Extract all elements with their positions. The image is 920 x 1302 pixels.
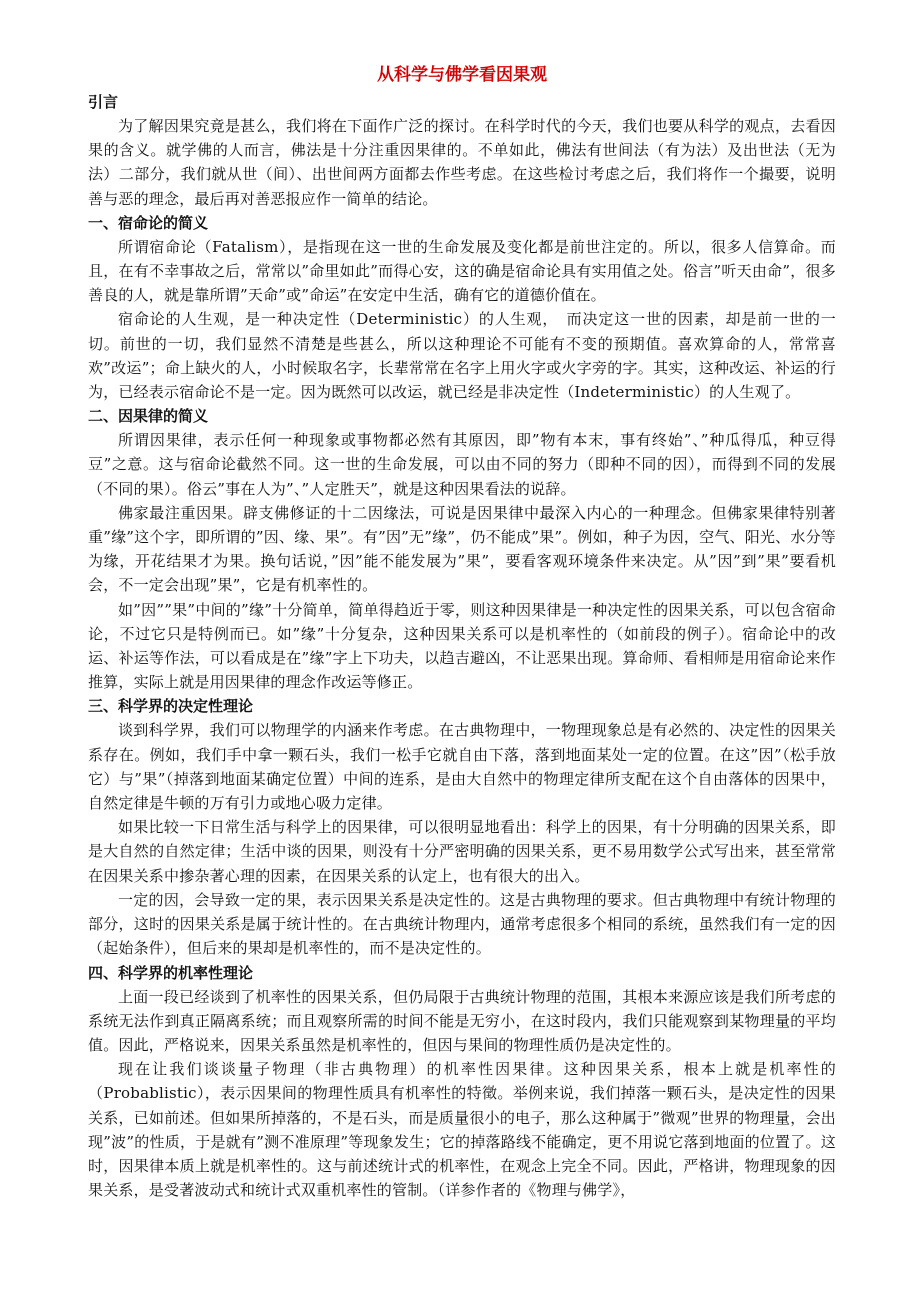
- paragraph: 现在让我们谈谈量子物理（非古典物理）的机率性因果律。这种因果关系，根本上就是机率性的（Probablistic），表示因果间的物理性质具有机率性的特徵。举例来说，我们掉落一颗石头，是决定性的因果关系，已如前述。但如果所掉落的，不是石头，而是质量很小的电子，那么这种属于”微观”世界的物理量，会出现”波”的性质，于是就有”测不准原理”等现象发生；它的掉落路线不能确定，更不用说它落到地面的位置了。这时，因果律本质上就是机率性的。这与前述统计式的机率性，在观念上完全不同。因此，严格讲，物理现象的因果关系，是受著波动式和统计式双重机率性的管制。（详参作者的《物理与佛学》，: [88, 1060, 836, 1200]
- section-heading: 三、科学界的决定性理论: [88, 697, 254, 716]
- section-4: [88, 694, 836, 960]
- section-1: [88, 90, 836, 211]
- paragraph: 所谓宿命论（Fatalism），是指现在这一世的生命发展及变化都是前世注定的。所以，很多人信算命。而且，在有不幸事故之后，常常以”命里如此”而得心安，这的确是宿命论具有实用值之处。俗言”听天由命”，很多善良的人，就是靠所谓”天命”或”命运”在安定中生活，确有它的道德价值在。: [88, 237, 836, 305]
- paragraph: 如果比较一下日常生活与科学上的因果律，可以很明显地看出：科学上的因果，有十分明确的因果关系，即是大自然的自然定律；生活中谈的因果，则没有十分严密明确的因果关系，更不易用数学公式写出来，甚至常常在因果关系中掺杂著心理的因素，在因果关系的认定上，也有很大的出入。: [88, 818, 836, 885]
- paragraph: 如”因””果”中间的”缘”十分简单，简单得趋近于零，则这种因果律是一种决定性的因果关系，可以包含宿命论，不过它只是特例而已。如”缘”十分复杂，这种因果关系可以是机率性的（如前段的例子）。宿命论中的改运、补运等作法，可以看成是在”缘”字上下功夫，以趋吉避凶，不让恶果出现。算命师、看相师是用宿命论来作推算，实际上就是用因果律的理念作改运等修正。: [88, 600, 836, 692]
- document-page: [88, 62, 836, 1202]
- section-heading: 引言: [88, 93, 119, 111]
- document-body: [88, 90, 836, 1202]
- paragraph: 宿命论的人生观，是一种决定性（Deterministic）的人生观， 而决定这一世的因素，却是前一世的一切。前世的一切，我们显然不清楚是些甚么，所以这种理论不可能有不变的预期值。喜欢算命的人，常常喜欢”改运”；命上缺火的人，小时候取名字，长辈常常在名字上用火字或火字旁的字。其实，这种改运、补运的行为，已经表示宿命论不是一定。因为既然可以改运，就已经是非决定性（Indeterministic）的人生观了。: [88, 310, 836, 402]
- paragraph: 为了解因果究竟是甚么，我们将在下面作广泛的探讨。在科学时代的今天，我们也要从科学的观点，去看因果的含义。就学佛的人而言，佛法是十分注重因果律的。不单如此，佛法有世间法（有为法）及出世法（无为法）二部分，我们就从世（间）、出世间两方面都去作些考虑。在这些检讨考虑之后，我们将作一个撮要，说明善与恶的理念，最后再对善恶报应作一简单的结论。: [88, 117, 836, 208]
- section-heading: 四、科学界的机率性理论: [88, 963, 254, 982]
- section-5: [88, 961, 836, 1203]
- paragraph: 一定的因，会导致一定的果，表示因果关系是决定性的。这是古典物理的要求。但古典物理中有统计物理的部分，这时的因果关系是属于统计性的。在古典统计物理内，通常考虑很多个相同的系统，虽然我们有一定的因（起始条件），但后来的果却是机率性的，而不是决定性的。: [88, 890, 836, 958]
- paragraph: 谈到科学界，我们可以物理学的内涵来作考虑。在古典物理中，一物理现象总是有必然的、决定性的因果关系存在。例如，我们手中拿一颗石头，我们一松手它就自由下落，落到地面某处一定的位置。在这”因”（松手放它）与”果”（掉落到地面某确定位置）中间的连系，是由大自然中的物理定律所支配在这个自由落体的因果中，自然定律是牛顿的万有引力或地心吸力定律。: [88, 721, 836, 813]
- section-3: [88, 404, 836, 694]
- paragraph: 上面一段已经谈到了机率性的因果关系，但仍局限于古典统计物理的范围，其根本来源应该是我们所考虑的系统无法作到真正隔离系统；而且观察所需的时间不能是无穷小，在这时段内，我们只能观察到某物理量的平均值。因此，严格说来，因果关系虽然是机率性的，但因与果间的物理性质仍是决定性的。: [88, 987, 836, 1054]
- section-2: [88, 211, 836, 404]
- section-heading: 二、因果律的简义: [88, 407, 209, 426]
- paragraph: 所谓因果律，表示任何一种现象或事物都必然有其原因，即”物有本末，事有终始”、”种瓜得瓜，种豆得豆”之意。这与宿命论截然不同。这一世的生命发展，可以由不同的努力（即种不同的因），而得到不同的发展（不同的果）。俗云”事在人为”、”人定胜天”，就是这种因果看法的说辞。: [88, 431, 836, 498]
- paragraph: 佛家最注重因果。辟支佛修证的十二因缘法，可说是因果律中最深入内心的一种理念。但佛家果律特别著重”缘”这个字，即所谓的”因、缘、果”。有”因”无”缘”，仍不能成”果”。例如，种子为因，空气、阳光、水分等为缘，开花结果才为果。换句话说，”因”能不能发展为”果”，要看客观环境条件来决定。从”因”到”果”要看机会，不一定会出现”果”，它是有机率性的。: [88, 503, 836, 595]
- document-title: 从科学与佛学看因果观: [377, 65, 547, 85]
- section-heading: 一、宿命论的简义: [88, 213, 209, 232]
